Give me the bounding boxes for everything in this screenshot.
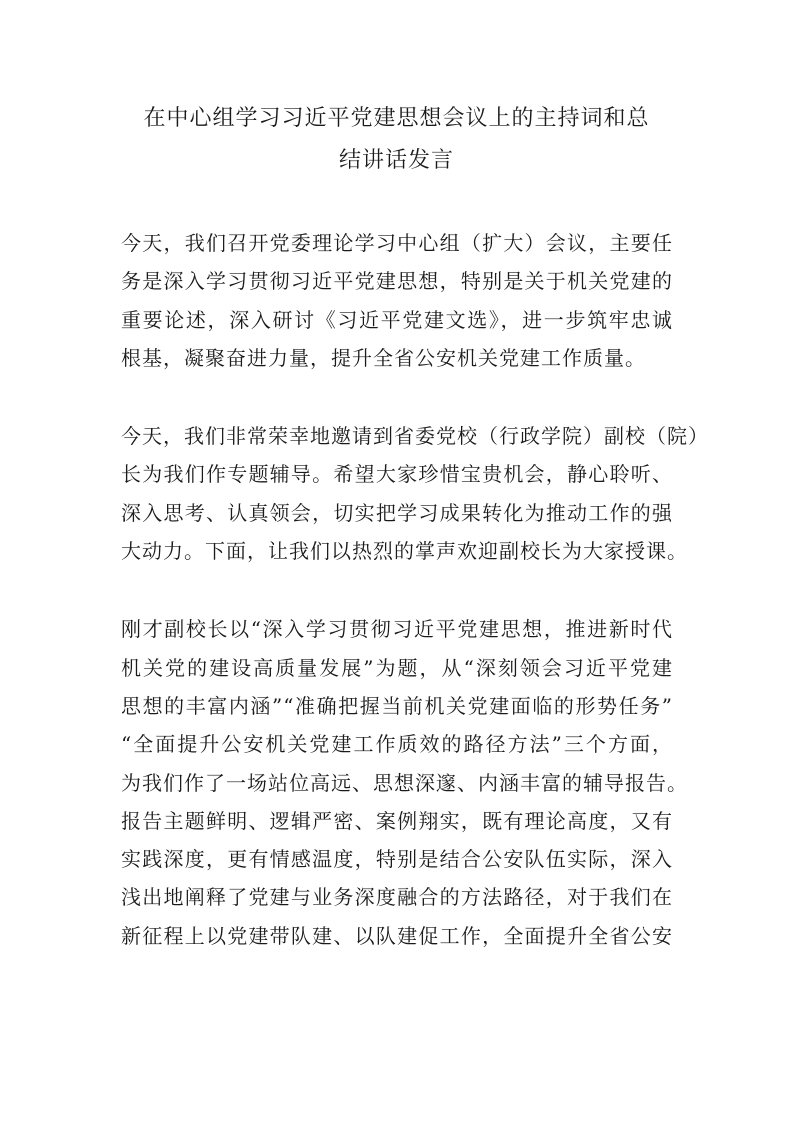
document-body	[121, 224, 709, 995]
paragraph-line: 思想的丰富内涵”“准确把握当前机关党建面临的形势任务”	[121, 693, 673, 718]
paragraph-line: “全面提升公安机关党建工作质效的路径方法”三个方面，	[121, 732, 673, 757]
paragraph-line: 新征程上以党建带队建、以队建促工作，全面提升全省公安	[121, 923, 673, 948]
paragraph-line: 机关党的建设高质量发展”为题，从“深刻领会习近平党建	[121, 655, 673, 680]
paragraph-line: 长为我们作专题辅导。希望大家珍惜宝贵机会，静心聆听、	[121, 462, 673, 487]
paragraph-line: 浅出地阐释了党建与业务深度融合的方法路径，对于我们在	[121, 885, 673, 910]
paragraph-line: 根基，凝聚奋进力量，提升全省公安机关党建工作质量。	[121, 345, 646, 370]
paragraph-line: 务是深入学习贯彻习近平党建思想，特别是关于机关党建的	[121, 269, 673, 294]
paragraph-line: 刚才副校长以“深入学习贯彻习近平党建思想，推进新时代	[121, 617, 673, 642]
paragraph-line: 今天，我们召开党委理论学习中心组（扩大）会议，主要任	[121, 231, 673, 255]
paragraph-line: 实践深度，更有情感温度，特别是结合公安队伍实际，深入	[121, 847, 673, 872]
paragraph-line: 为我们作了一场站位高远、思想深邃、内涵丰富的辅导报告。	[121, 770, 688, 795]
document-title	[100, 98, 693, 182]
paragraph-line: 今天，我们非常荣幸地邀请到省委党校（行政学院）副校（院）	[121, 424, 709, 449]
title-line-1: 在中心组学习习近平党建思想会议上的主持词和总	[143, 106, 650, 131]
title-line-2: 结讲话发言	[338, 148, 454, 173]
paragraph-line: 重要论述，深入研讨《习近平党建文选》，进一步筑牢忠诚	[121, 307, 673, 332]
paragraph-line: 报告主题鲜明、逻辑严密、案例翔实，既有理论高度，又有	[121, 808, 673, 833]
paragraph-opening	[121, 224, 673, 377]
paragraph-line: 深入思考、认真领会，切实把学习成果转化为推动工作的强	[121, 500, 673, 525]
paragraph-summary	[121, 610, 688, 955]
paragraph-introduction	[121, 417, 709, 570]
paragraph-line: 大动力。下面，让我们以热烈的掌声欢迎副校长为大家授课。	[121, 539, 688, 564]
